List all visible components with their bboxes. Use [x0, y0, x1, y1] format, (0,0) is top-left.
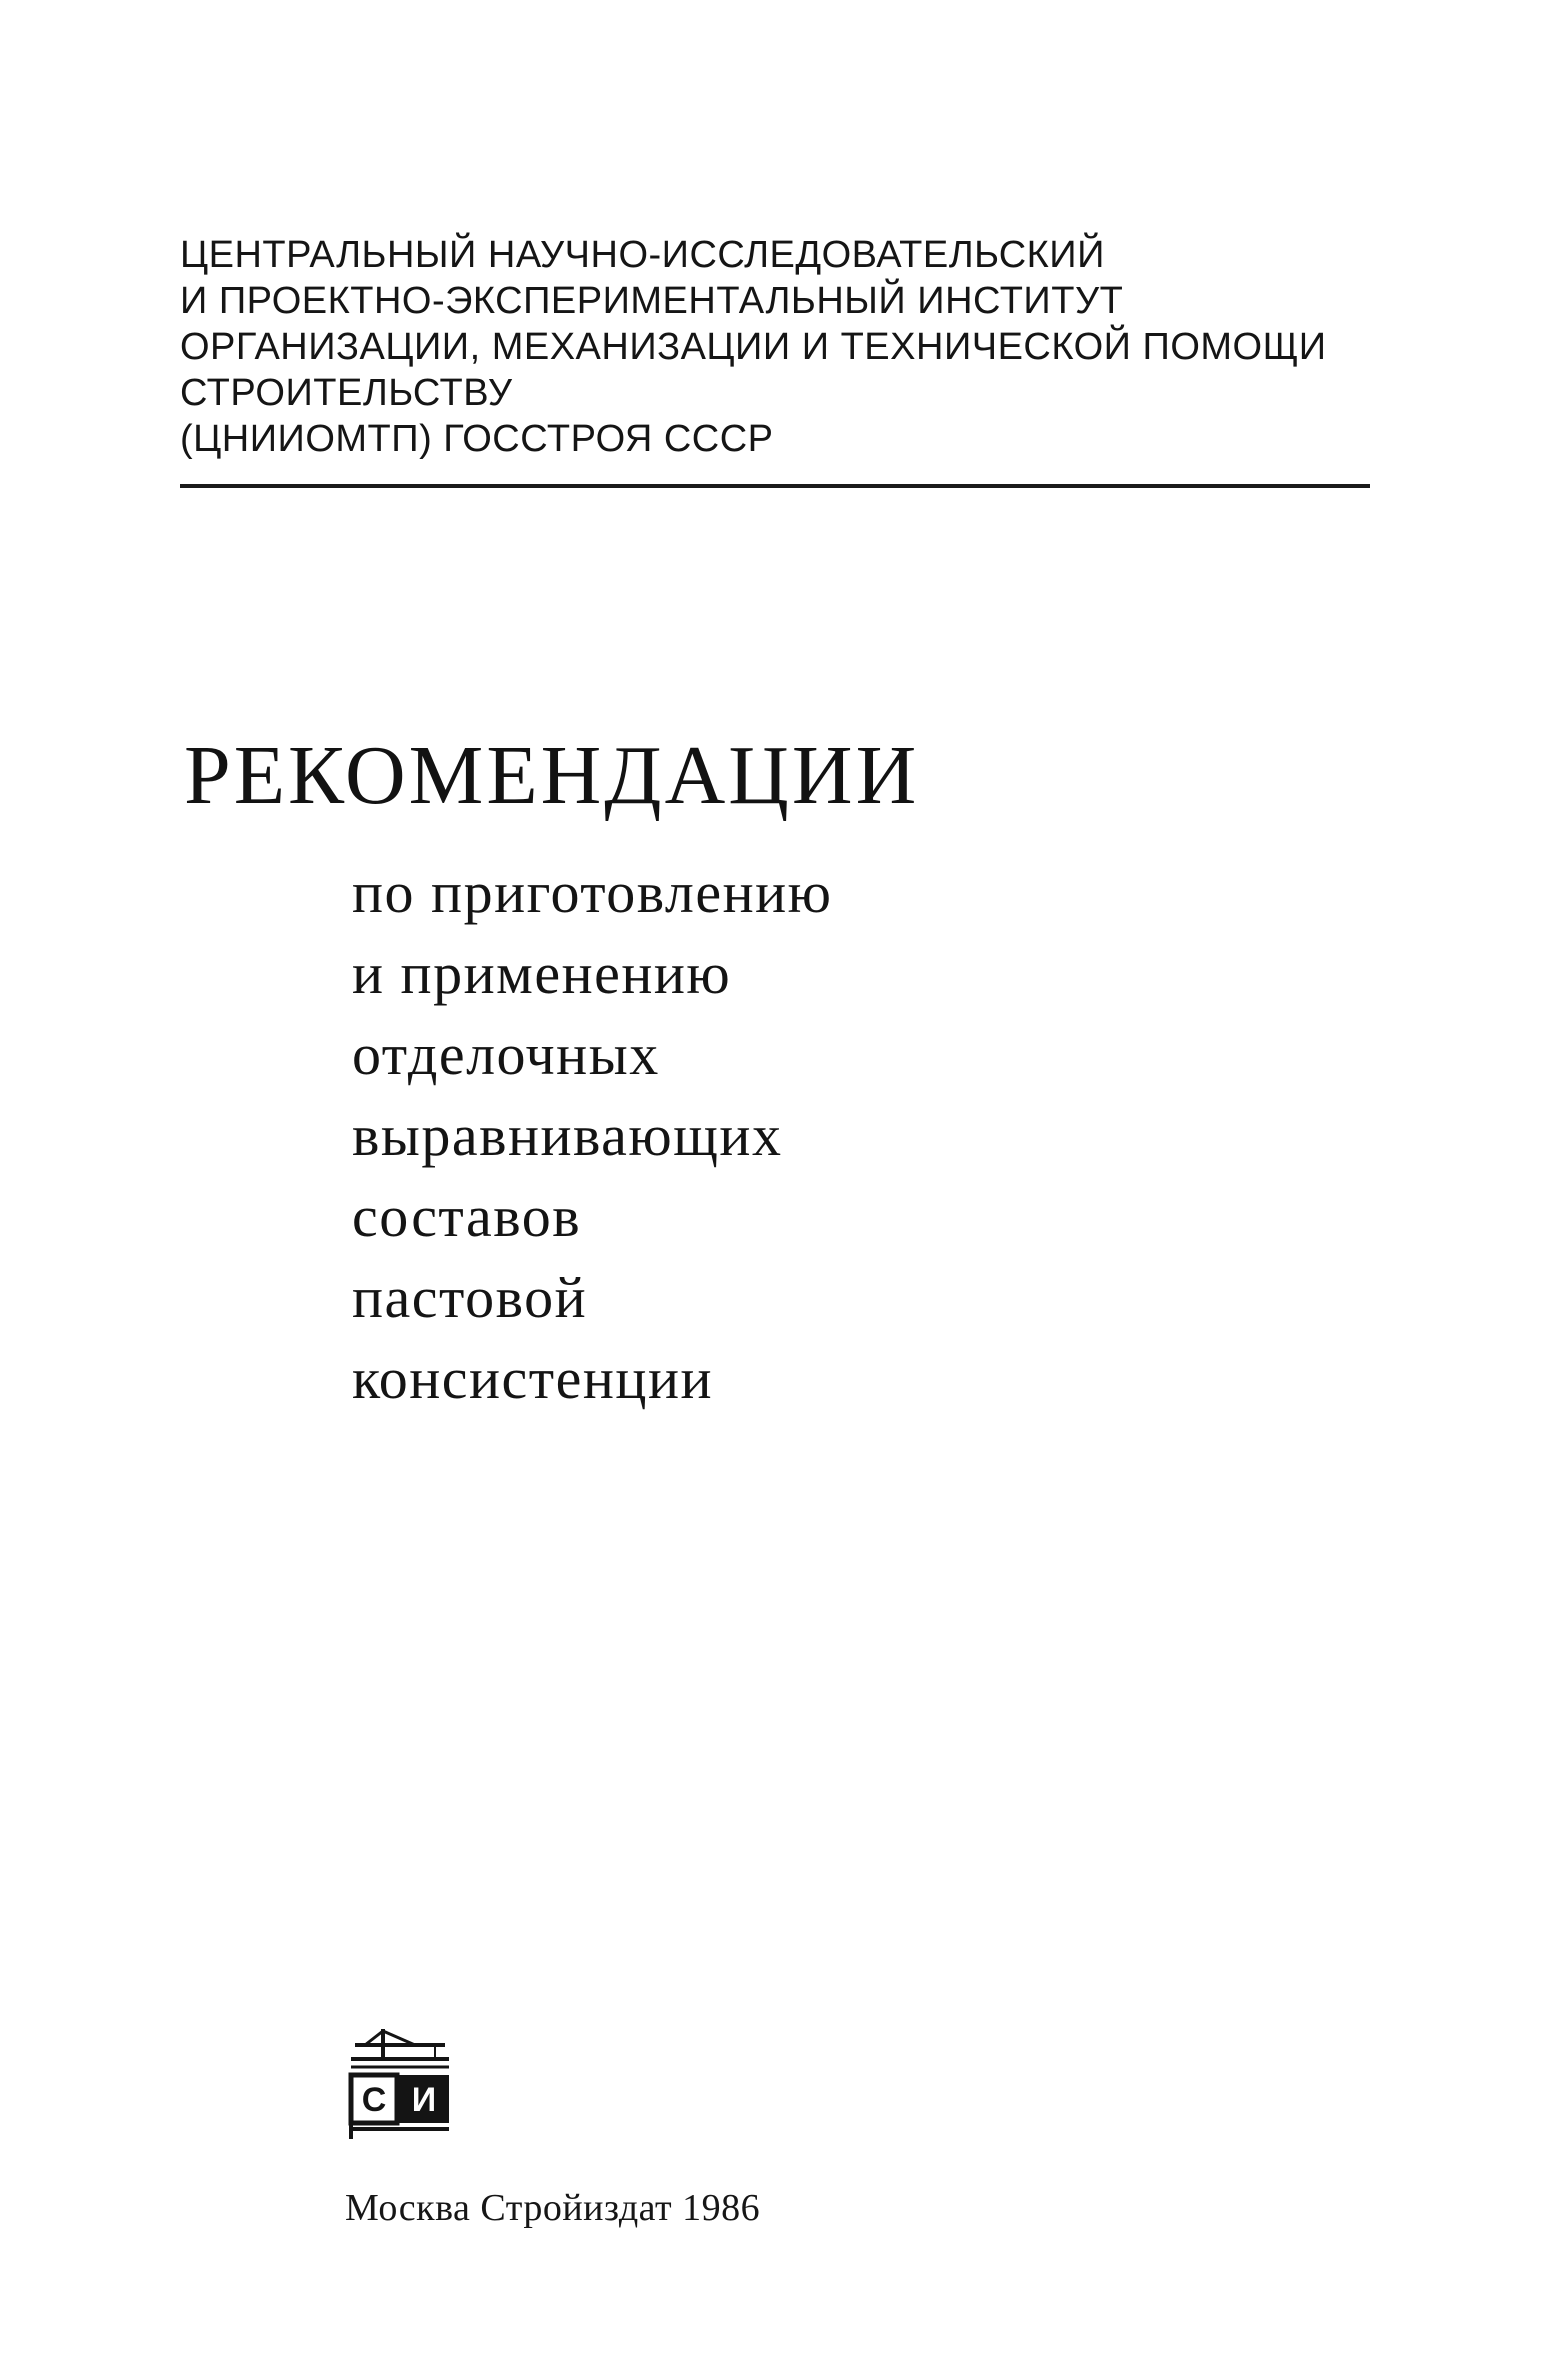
subtitle-line-2: и применению	[352, 941, 732, 1006]
subtitle-line-1: по приготовлению	[352, 860, 833, 925]
document-subtitle	[352, 852, 833, 1419]
organization-line-2: И ПРОЕКТНО-ЭКСПЕРИМЕНТАЛЬНЫЙ ИНСТИТУТ	[180, 280, 1124, 322]
organization-line-4: СТРОИТЕЛЬСТВУ	[180, 372, 513, 414]
subtitle-line-3: отделочных	[352, 1022, 660, 1087]
logo-letter-right: И	[411, 2081, 437, 2119]
header-divider	[180, 484, 1370, 488]
document-title: РЕКОМЕНДАЦИИ	[184, 729, 920, 822]
logo-letter-left: С	[361, 2081, 387, 2119]
subtitle-line-5: составов	[352, 1184, 582, 1249]
organization-header	[180, 232, 1380, 462]
subtitle-line-7: консистенции	[352, 1346, 714, 1411]
publisher-imprint: Москва Стройиздат 1986	[345, 2187, 761, 2229]
subtitle-line-6: пастовой	[352, 1265, 588, 1330]
organization-line-1: ЦЕНТРАЛЬНЫЙ НАУЧНО-ИССЛЕДОВАТЕЛЬСКИЙ	[180, 234, 1105, 276]
stroyizdat-logo-icon	[345, 2025, 455, 2145]
subtitle-line-4: выравнивающих	[352, 1103, 783, 1168]
organization-line-5: (ЦНИИОМТП) ГОССТРОЯ СССР	[180, 418, 774, 460]
organization-line-3: ОРГАНИЗАЦИИ, МЕХАНИЗАЦИИ И ТЕХНИЧЕСКОЙ ПОМОЩИ	[180, 326, 1327, 368]
